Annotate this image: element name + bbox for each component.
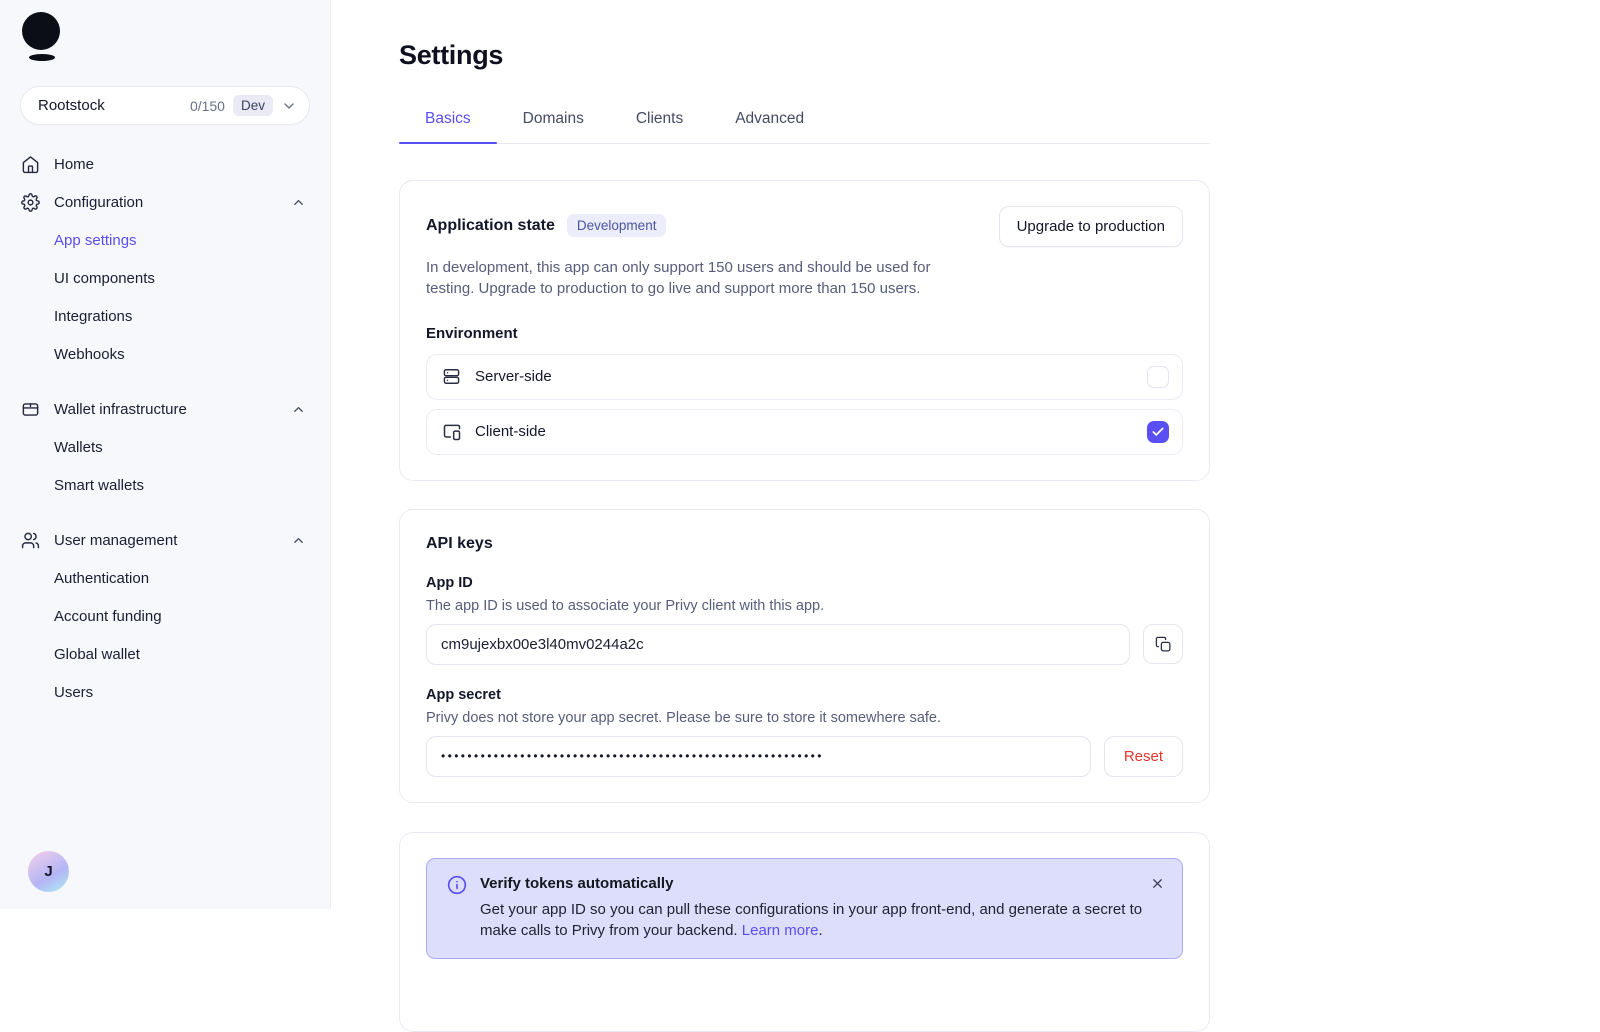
copy-icon <box>1155 636 1172 653</box>
sidebar-item-app-settings[interactable] <box>20 221 310 259</box>
sidebar-item-label: UI components <box>54 269 155 287</box>
privy-logo[interactable] <box>22 12 62 64</box>
devices-icon <box>442 422 462 442</box>
api-keys-title: API keys <box>426 534 493 552</box>
sidebar-item-ui-components[interactable] <box>20 259 310 297</box>
banner-title: Verify tokens automatically <box>480 874 674 892</box>
sidebar-item-label: User management <box>54 531 178 549</box>
sidebar-item-label: Users <box>54 683 94 701</box>
sidebar-item-authentication[interactable] <box>20 559 310 597</box>
user-usage-count: 0/150 <box>189 97 225 114</box>
learn-more-link[interactable]: Learn more <box>741 922 819 940</box>
server-side-label: Server-side <box>475 368 552 386</box>
environment-option-server-side[interactable] <box>426 354 1183 400</box>
verify-tokens-banner <box>426 858 1183 960</box>
sidebar-item-label: Home <box>54 155 95 173</box>
info-icon <box>447 875 467 895</box>
token-verification-card <box>399 832 1210 1032</box>
close-icon[interactable] <box>1150 876 1166 943</box>
sidebar-item-home[interactable] <box>20 145 310 183</box>
page-title: Settings <box>399 40 504 70</box>
app-secret-description: Privy does not store your app secret. Please be sure to store it somewhere safe. <box>426 709 942 726</box>
tab-clients[interactable]: Clients <box>635 110 684 127</box>
tab-basics[interactable]: Basics <box>399 110 497 143</box>
chevron-up-icon <box>291 533 306 548</box>
sidebar <box>0 0 331 909</box>
env-badge: Dev <box>233 95 273 116</box>
sidebar-item-smart-wallets[interactable] <box>20 466 310 504</box>
banner-body <box>480 899 1150 943</box>
settings-tabs <box>399 110 1210 144</box>
sidebar-item-wallets[interactable] <box>20 428 310 466</box>
sidebar-item-label: Wallets <box>54 438 103 456</box>
sidebar-item-label: Account funding <box>54 607 162 625</box>
sidebar-item-label: Wallet infrastructure <box>54 400 187 418</box>
app-secret-input[interactable] <box>426 736 1091 777</box>
sidebar-item-user-management[interactable] <box>20 521 310 559</box>
client-side-label: Client-side <box>475 423 546 441</box>
environment-option-client-side[interactable] <box>426 409 1183 455</box>
sidebar-item-label: Webhooks <box>54 345 125 363</box>
environment-label: Environment <box>426 324 518 342</box>
sidebar-item-account-funding[interactable] <box>20 597 310 635</box>
application-state-title: Application state <box>426 216 555 234</box>
sidebar-item-webhooks[interactable] <box>20 335 310 373</box>
sidebar-item-wallet-infrastructure[interactable] <box>20 390 310 428</box>
check-icon <box>1151 425 1165 439</box>
wallet-icon <box>21 400 40 419</box>
banner-body-suffix: . <box>818 922 823 940</box>
app-selector[interactable] <box>20 86 310 125</box>
api-keys-card <box>399 509 1210 803</box>
client-side-checkbox[interactable] <box>1147 421 1169 443</box>
users-icon <box>21 531 40 550</box>
tab-advanced[interactable]: Advanced <box>735 110 805 127</box>
sidebar-item-label: App settings <box>54 231 137 249</box>
avatar-initial: J <box>44 863 53 880</box>
nav-section-gap <box>20 504 310 521</box>
sidebar-nav <box>20 145 310 711</box>
app-id-label: App ID <box>426 574 473 591</box>
main-content <box>331 0 1600 940</box>
chevron-down-icon <box>281 98 297 114</box>
sidebar-item-label: Integrations <box>54 307 133 325</box>
sidebar-item-label: Smart wallets <box>54 476 145 494</box>
sidebar-item-global-wallet[interactable] <box>20 635 310 673</box>
nav-section-gap <box>20 373 310 390</box>
app-id-input[interactable] <box>426 624 1130 665</box>
app-name: Rootstock <box>38 97 105 114</box>
chevron-up-icon <box>291 195 306 210</box>
tab-domains[interactable]: Domains <box>522 110 584 127</box>
user-avatar[interactable] <box>28 851 69 892</box>
application-state-description: In development, this app can only support 150 users and should be used for testing. Upgrade to production to go live and support more than 150 users. <box>426 259 931 298</box>
application-state-card <box>399 180 1210 481</box>
sidebar-item-label: Authentication <box>54 569 150 587</box>
chevron-up-icon <box>291 402 306 417</box>
logo-base <box>29 54 55 61</box>
sidebar-item-label: Global wallet <box>54 645 140 663</box>
server-side-checkbox[interactable] <box>1147 366 1169 388</box>
app-id-description: The app ID is used to associate your Privy client with this app. <box>426 597 825 614</box>
upgrade-to-production-button[interactable]: Upgrade to production <box>999 206 1183 247</box>
development-badge: Development <box>567 214 667 237</box>
reset-secret-button[interactable]: Reset <box>1104 736 1183 777</box>
gear-icon <box>21 193 40 212</box>
banner-body-text: Get your app ID so you can pull these configurations in your app front-end, and generate a secret to make calls to Privy from your backend. <box>480 900 1143 940</box>
sidebar-item-configuration[interactable] <box>20 183 310 221</box>
home-icon <box>21 155 40 174</box>
app-secret-label: App secret <box>426 686 501 703</box>
copy-app-id-button[interactable] <box>1143 624 1183 664</box>
logo-ball <box>22 12 60 50</box>
sidebar-item-label: Configuration <box>54 193 144 211</box>
sidebar-item-integrations[interactable] <box>20 297 310 335</box>
server-icon <box>442 367 462 387</box>
sidebar-item-users[interactable] <box>20 673 310 711</box>
